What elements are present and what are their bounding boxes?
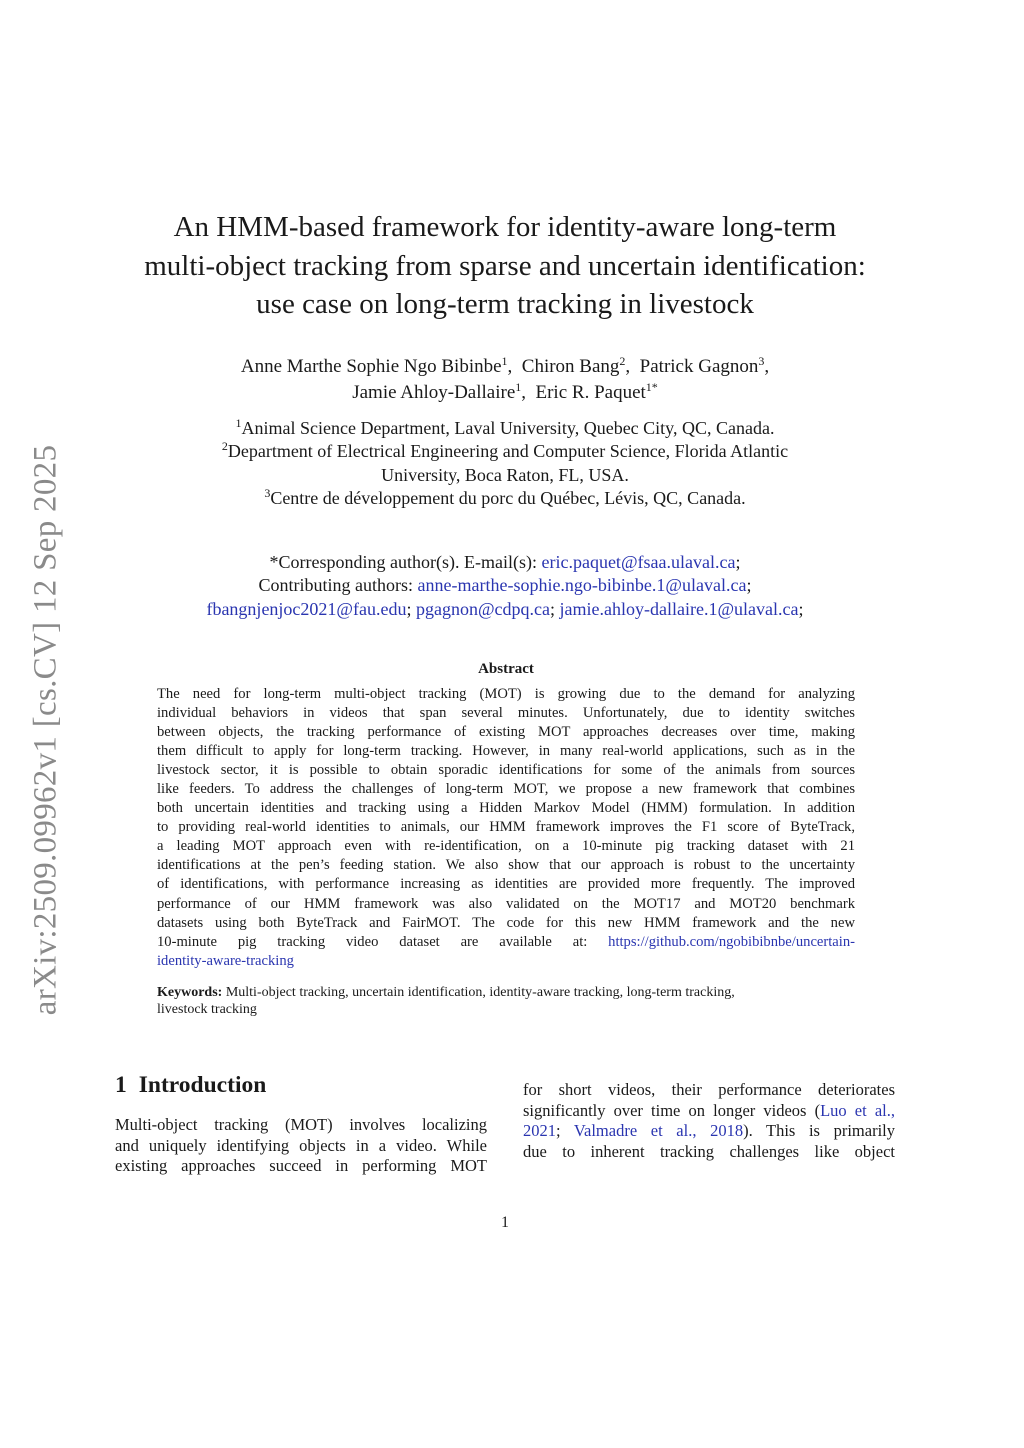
abstract-line: of identifications, with performance increasing as identities are provided more frequently. The improved: [157, 876, 855, 893]
abstract-line: The need for long-term multi-object tracking (MOT) is growing due to the demand for analyzing: [157, 686, 855, 702]
body-line: and uniquely identifying objects in a video. While: [115, 1135, 487, 1155]
body-line-cite-2: [523, 1121, 895, 1142]
abstract-line: datasets using both ByteTrack and FairMOT. The code for this new HMM framework and the new: [157, 914, 855, 931]
author-name: Eric R. Paquet: [535, 382, 646, 403]
affiliation-text: Centre de développement du porc du Québec, Lévis, QC, Canada.: [270, 487, 746, 508]
abstract-line: individual behaviors in videos that span several minutes. Unfortunately, due to identity switches: [157, 705, 855, 722]
author-name: Patrick Gagnon: [639, 356, 759, 377]
abstract-line-url: [157, 933, 855, 952]
author-line-1: Anne Marthe Sophie Ngo Bibinbe$^1$, Chiron Bang$^2$, Patrick Gagnon$^3$,: [240, 354, 770, 377]
body-text: significantly over time on longer videos (: [523, 1100, 821, 1120]
abstract-line-url-cont: [157, 952, 855, 971]
citation-link[interactable]: Luo et al.,: [820, 1100, 895, 1120]
intro-left-column: [115, 1115, 487, 1177]
email-link[interactable]: fbangnjenjoc2021@fau.edu: [206, 598, 407, 619]
abstract-line: identifications at the pen’s feeding station. We also show that our approach is robust to the uncertainty: [157, 857, 855, 874]
keywords-line-1: [157, 985, 855, 1002]
page-number: 1: [501, 1214, 509, 1231]
contributing-line: [100, 574, 910, 597]
author-list: [120, 354, 890, 406]
keywords: [157, 985, 855, 1018]
section-number: 1: [115, 1072, 127, 1098]
paper-title: [100, 208, 910, 324]
body-line: existing approaches succeed in performing MOT: [115, 1156, 487, 1176]
contact-emails: [100, 551, 910, 621]
affiliation-3: [120, 487, 890, 510]
title-line-1: An HMM-based framework for identity-aware long-term: [173, 211, 837, 243]
intro-right-column: [523, 1080, 895, 1162]
title-line-3: use case on long-term tracking in livestock: [256, 288, 754, 320]
title-line-2: multi-object tracking from sparse and uncertain identification:: [144, 249, 866, 282]
affiliation-mark: 1: [235, 416, 242, 430]
code-url-link[interactable]: https://github.com/ngobibibnbe/uncertain-: [608, 933, 855, 950]
abstract-line: to providing real-world identities to animals, our HMM framework improves the F1 score of ByteTrack,: [157, 819, 855, 836]
separator: ;: [735, 552, 741, 572]
author-affiliation-mark: 2: [619, 354, 626, 368]
corresponding-label: *Corresponding author(s). E-mail(s):: [269, 552, 537, 572]
affiliation-mark: 3: [264, 485, 271, 500]
body-line: for short videos, their performance deteriorates: [523, 1080, 895, 1099]
section-title: Introduction: [138, 1072, 267, 1098]
keywords-text: Multi-object tracking, uncertain identification, identity-aware tracking, long-term tracking,: [225, 985, 735, 1000]
arxiv-identifier: arXiv:2509.09962v1 [cs.CV] 12 Sep 2025: [27, 444, 64, 1016]
body-line: Multi-object tracking (MOT) involves localizing: [115, 1115, 487, 1134]
corresponding-line: [100, 551, 910, 574]
author-name: Chiron Bang: [521, 356, 620, 377]
abstract-text: 10-minute pig tracking video dataset are available at:: [157, 933, 588, 950]
contributing-line-2: [100, 598, 910, 621]
body-line: due to inherent tracking challenges like object: [523, 1141, 895, 1161]
abstract-heading: Abstract: [478, 661, 534, 677]
email-link[interactable]: pgagnon@cdpq.ca: [415, 598, 551, 619]
keywords-line-2: livestock tracking: [157, 1001, 257, 1017]
email-link[interactable]: jamie.ahloy-dallaire.1@ulaval.ca: [559, 598, 799, 619]
abstract-line: them difficult to apply for long-term tracking. However, in many real-world applications, such as in the: [157, 743, 855, 760]
abstract-body: [157, 685, 855, 971]
author-name: Jamie Ahloy-Dallaire: [352, 382, 516, 403]
author-affiliation-mark: 3: [758, 354, 765, 368]
body-line-cite: [523, 1101, 895, 1122]
affiliation-text: Animal Science Department, Laval University, Quebec City, QC, Canada.: [241, 418, 775, 438]
author-affiliation-mark: 1: [515, 380, 522, 394]
code-url-link-cont[interactable]: identity-aware-tracking: [157, 952, 294, 969]
contributing-label: Contributing authors:: [258, 575, 413, 596]
affiliation-text: Department of Electrical Engineering and Computer Science, Florida Atlantic: [227, 441, 789, 462]
author-line-2: Jamie Ahloy-Dallaire$^1$, Eric R. Paquet$^{1*}$: [352, 380, 658, 403]
citation-sep: ;: [556, 1121, 561, 1141]
author-name: Anne Marthe Sophie Ngo Bibinbe: [240, 356, 502, 377]
abstract-line: a leading MOT approach even with re-identification, on a 10-minute pig tracking dataset with 21: [157, 838, 855, 855]
affiliation-2: [120, 440, 890, 463]
abstract-line: performance of our HMM framework was also validated on the MOT17 and MOT20 benchmark: [157, 895, 855, 912]
section-heading: [115, 1072, 266, 1099]
citation-link[interactable]: 2021: [523, 1121, 556, 1141]
keywords-label: Keywords:: [157, 985, 223, 1000]
separator: ;: [550, 598, 556, 619]
abstract-line: between objects, the tracking performance of existing MOT approaches decreases over time, making: [157, 724, 855, 741]
author-affiliation-mark: 1: [501, 354, 508, 368]
separator: ;: [406, 598, 412, 619]
corresponding-email-link[interactable]: eric.paquet@fsaa.ulaval.ca: [541, 552, 736, 572]
affiliation-mark: 2: [221, 439, 228, 454]
body-text: ). This is primarily: [743, 1121, 896, 1141]
abstract-line: livestock sector, it is possible to obtain sporadic identifications for some of the animals from sources: [157, 762, 855, 779]
abstract-line: both uncertain identities and tracking using a Hidden Markov Model (HMM) formulation. In addition: [157, 800, 855, 817]
email-link[interactable]: anne-marthe-sophie.ngo-bibinbe.1@ulaval.ca: [417, 575, 747, 596]
citation-link[interactable]: Valmadre et al., 2018: [573, 1121, 744, 1141]
affiliation-list: [120, 417, 890, 510]
separator: ;: [746, 575, 752, 596]
separator: ;: [798, 598, 804, 619]
abstract-line: like feeders. To address the challenges of long-term MOT, we propose a new framework that combines: [157, 781, 855, 798]
author-affiliation-mark: 1*: [645, 380, 658, 394]
affiliation-2-cont: University, Boca Raton, FL, USA.: [381, 464, 629, 485]
affiliation-1: [120, 417, 890, 440]
